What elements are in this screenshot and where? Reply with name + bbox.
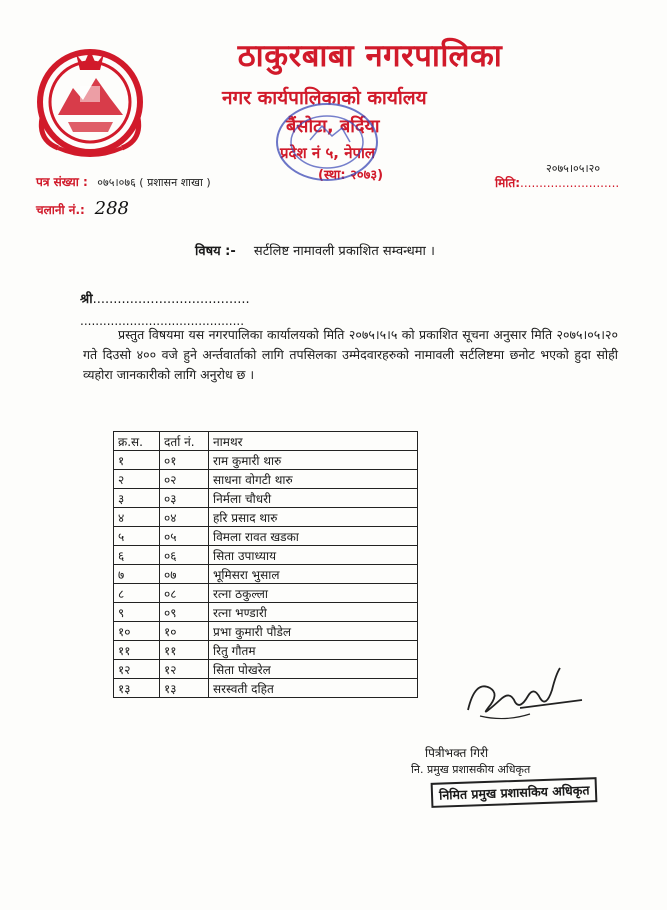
table-row bbox=[114, 584, 418, 603]
nepal-emblem-icon bbox=[28, 40, 153, 160]
reg-cell: १० bbox=[160, 622, 209, 641]
table-row bbox=[114, 565, 418, 584]
subject-line bbox=[195, 241, 435, 259]
addressee-label: श्री bbox=[80, 292, 93, 307]
name-cell: रितु गौतम bbox=[209, 641, 418, 660]
name-cell: विमला रावत खडका bbox=[209, 527, 418, 546]
header-serial: क्र.स. bbox=[114, 432, 160, 451]
name-cell: राम कुमारी थारु bbox=[209, 451, 418, 470]
chalani-value: 288 bbox=[94, 198, 130, 219]
table-row bbox=[114, 546, 418, 565]
reg-cell: १३ bbox=[160, 679, 209, 698]
addressee-line bbox=[80, 289, 250, 307]
signatory-name: पित्रीभक्त गिरी bbox=[425, 746, 489, 760]
reg-cell: ०४ bbox=[160, 508, 209, 527]
serial-cell: १ bbox=[114, 451, 160, 470]
handwritten-signature-icon bbox=[460, 660, 585, 730]
table-row bbox=[114, 508, 418, 527]
municipality-name: ठाकुरबाबा नगरपालिका bbox=[237, 38, 503, 74]
date-label: मिति: bbox=[495, 176, 521, 190]
patra-value: ०७५।०७६ ( प्रशासन शाखा ) bbox=[97, 176, 211, 189]
serial-cell: ८ bbox=[114, 584, 160, 603]
table-row bbox=[114, 679, 418, 698]
name-cell: रत्ना ठकुल्ला bbox=[209, 584, 418, 603]
header-reg-no: दर्ता नं. bbox=[160, 432, 209, 451]
office-name: नगर कार्यपालिकाको कार्यालय bbox=[222, 87, 427, 109]
date-field bbox=[495, 174, 619, 191]
name-cell: सिता उपाध्याय bbox=[209, 546, 418, 565]
date-value: २०७५।०५।२० bbox=[546, 162, 601, 175]
reg-cell: ०९ bbox=[160, 603, 209, 622]
letter-body: प्रस्तुत विषयमा यस नगरपालिका कार्यालयको मिति २०७५।५।५ को प्रकाशित सूचना अनुसार मिति २०७५।०५।२० गते दिउसो ४०० वजे हुने अर्न्तवार्ताको लागि तपसिलका उम्मेदवारहरुको नामावली सर्टलिष्टमा छनोट भएको हुदा सोही व्यहोरा जानकारीको लागि अनुरोध छ । bbox=[83, 327, 618, 382]
chalani-label: चलानी नं.: bbox=[36, 203, 85, 217]
serial-cell: ५ bbox=[114, 527, 160, 546]
serial-cell: ११ bbox=[114, 641, 160, 660]
table-row bbox=[114, 527, 418, 546]
reg-cell: ११ bbox=[160, 641, 209, 660]
name-cell: निर्मला चौधरी bbox=[209, 489, 418, 508]
name-cell: साधना वोगटी थारु bbox=[209, 470, 418, 489]
serial-cell: २ bbox=[114, 470, 160, 489]
patra-label: पत्र संख्या : bbox=[36, 175, 88, 189]
name-cell: सरस्वती दहित bbox=[209, 679, 418, 698]
serial-cell: ७ bbox=[114, 565, 160, 584]
name-cell: सिता पोखरेल bbox=[209, 660, 418, 679]
reg-cell: ०२ bbox=[160, 470, 209, 489]
district-line: बैंसोटा, बर्दिया bbox=[286, 116, 380, 137]
addressee-second-line: ........................................... bbox=[80, 314, 245, 328]
signatory-title: नि. प्रमुख प्रशासकीय अधिकृत bbox=[411, 763, 531, 776]
table-row bbox=[114, 622, 418, 641]
province-line: प्रदेश नं ५, नेपाल bbox=[280, 144, 376, 162]
serial-cell: १० bbox=[114, 622, 160, 641]
candidate-table bbox=[113, 431, 418, 698]
table-row bbox=[114, 489, 418, 508]
reference-number bbox=[36, 173, 211, 190]
reg-cell: ०५ bbox=[160, 527, 209, 546]
serial-cell: ९ bbox=[114, 603, 160, 622]
table-row bbox=[114, 470, 418, 489]
table-row bbox=[114, 603, 418, 622]
reg-cell: १२ bbox=[160, 660, 209, 679]
table-row bbox=[114, 641, 418, 660]
office-seal-stamp-icon bbox=[270, 100, 385, 185]
table-header-row bbox=[114, 432, 418, 451]
header-name: नामथर bbox=[209, 432, 418, 451]
addressee-dots: ...................................... bbox=[92, 292, 250, 307]
date-dots: .......................... bbox=[520, 176, 620, 190]
serial-cell: १२ bbox=[114, 660, 160, 679]
name-cell: रत्ना भण्डारी bbox=[209, 603, 418, 622]
subject-text: सर्टलिष्ट नामावली प्रकाशित सम्वन्धमा । bbox=[253, 244, 435, 259]
serial-cell: ३ bbox=[114, 489, 160, 508]
reg-cell: ०३ bbox=[160, 489, 209, 508]
reg-cell: ०६ bbox=[160, 546, 209, 565]
serial-cell: ६ bbox=[114, 546, 160, 565]
reg-cell: ०८ bbox=[160, 584, 209, 603]
dispatch-number bbox=[36, 198, 129, 219]
name-cell: हरि प्रसाद थारु bbox=[209, 508, 418, 527]
table-row bbox=[114, 451, 418, 470]
reg-cell: ०१ bbox=[160, 451, 209, 470]
serial-cell: ४ bbox=[114, 508, 160, 527]
table-row bbox=[114, 660, 418, 679]
name-cell: प्रभा कुमारी पौडेल bbox=[209, 622, 418, 641]
subject-label: विषय :- bbox=[195, 244, 236, 259]
name-cell: भूमिसरा भुसाल bbox=[209, 565, 418, 584]
designation-stamp: निमित प्रमुख प्रशासकिय अधिकृत bbox=[431, 777, 598, 808]
reg-cell: ०७ bbox=[160, 565, 209, 584]
serial-cell: १३ bbox=[114, 679, 160, 698]
established-line: (स्था: २०७३) bbox=[318, 168, 384, 183]
